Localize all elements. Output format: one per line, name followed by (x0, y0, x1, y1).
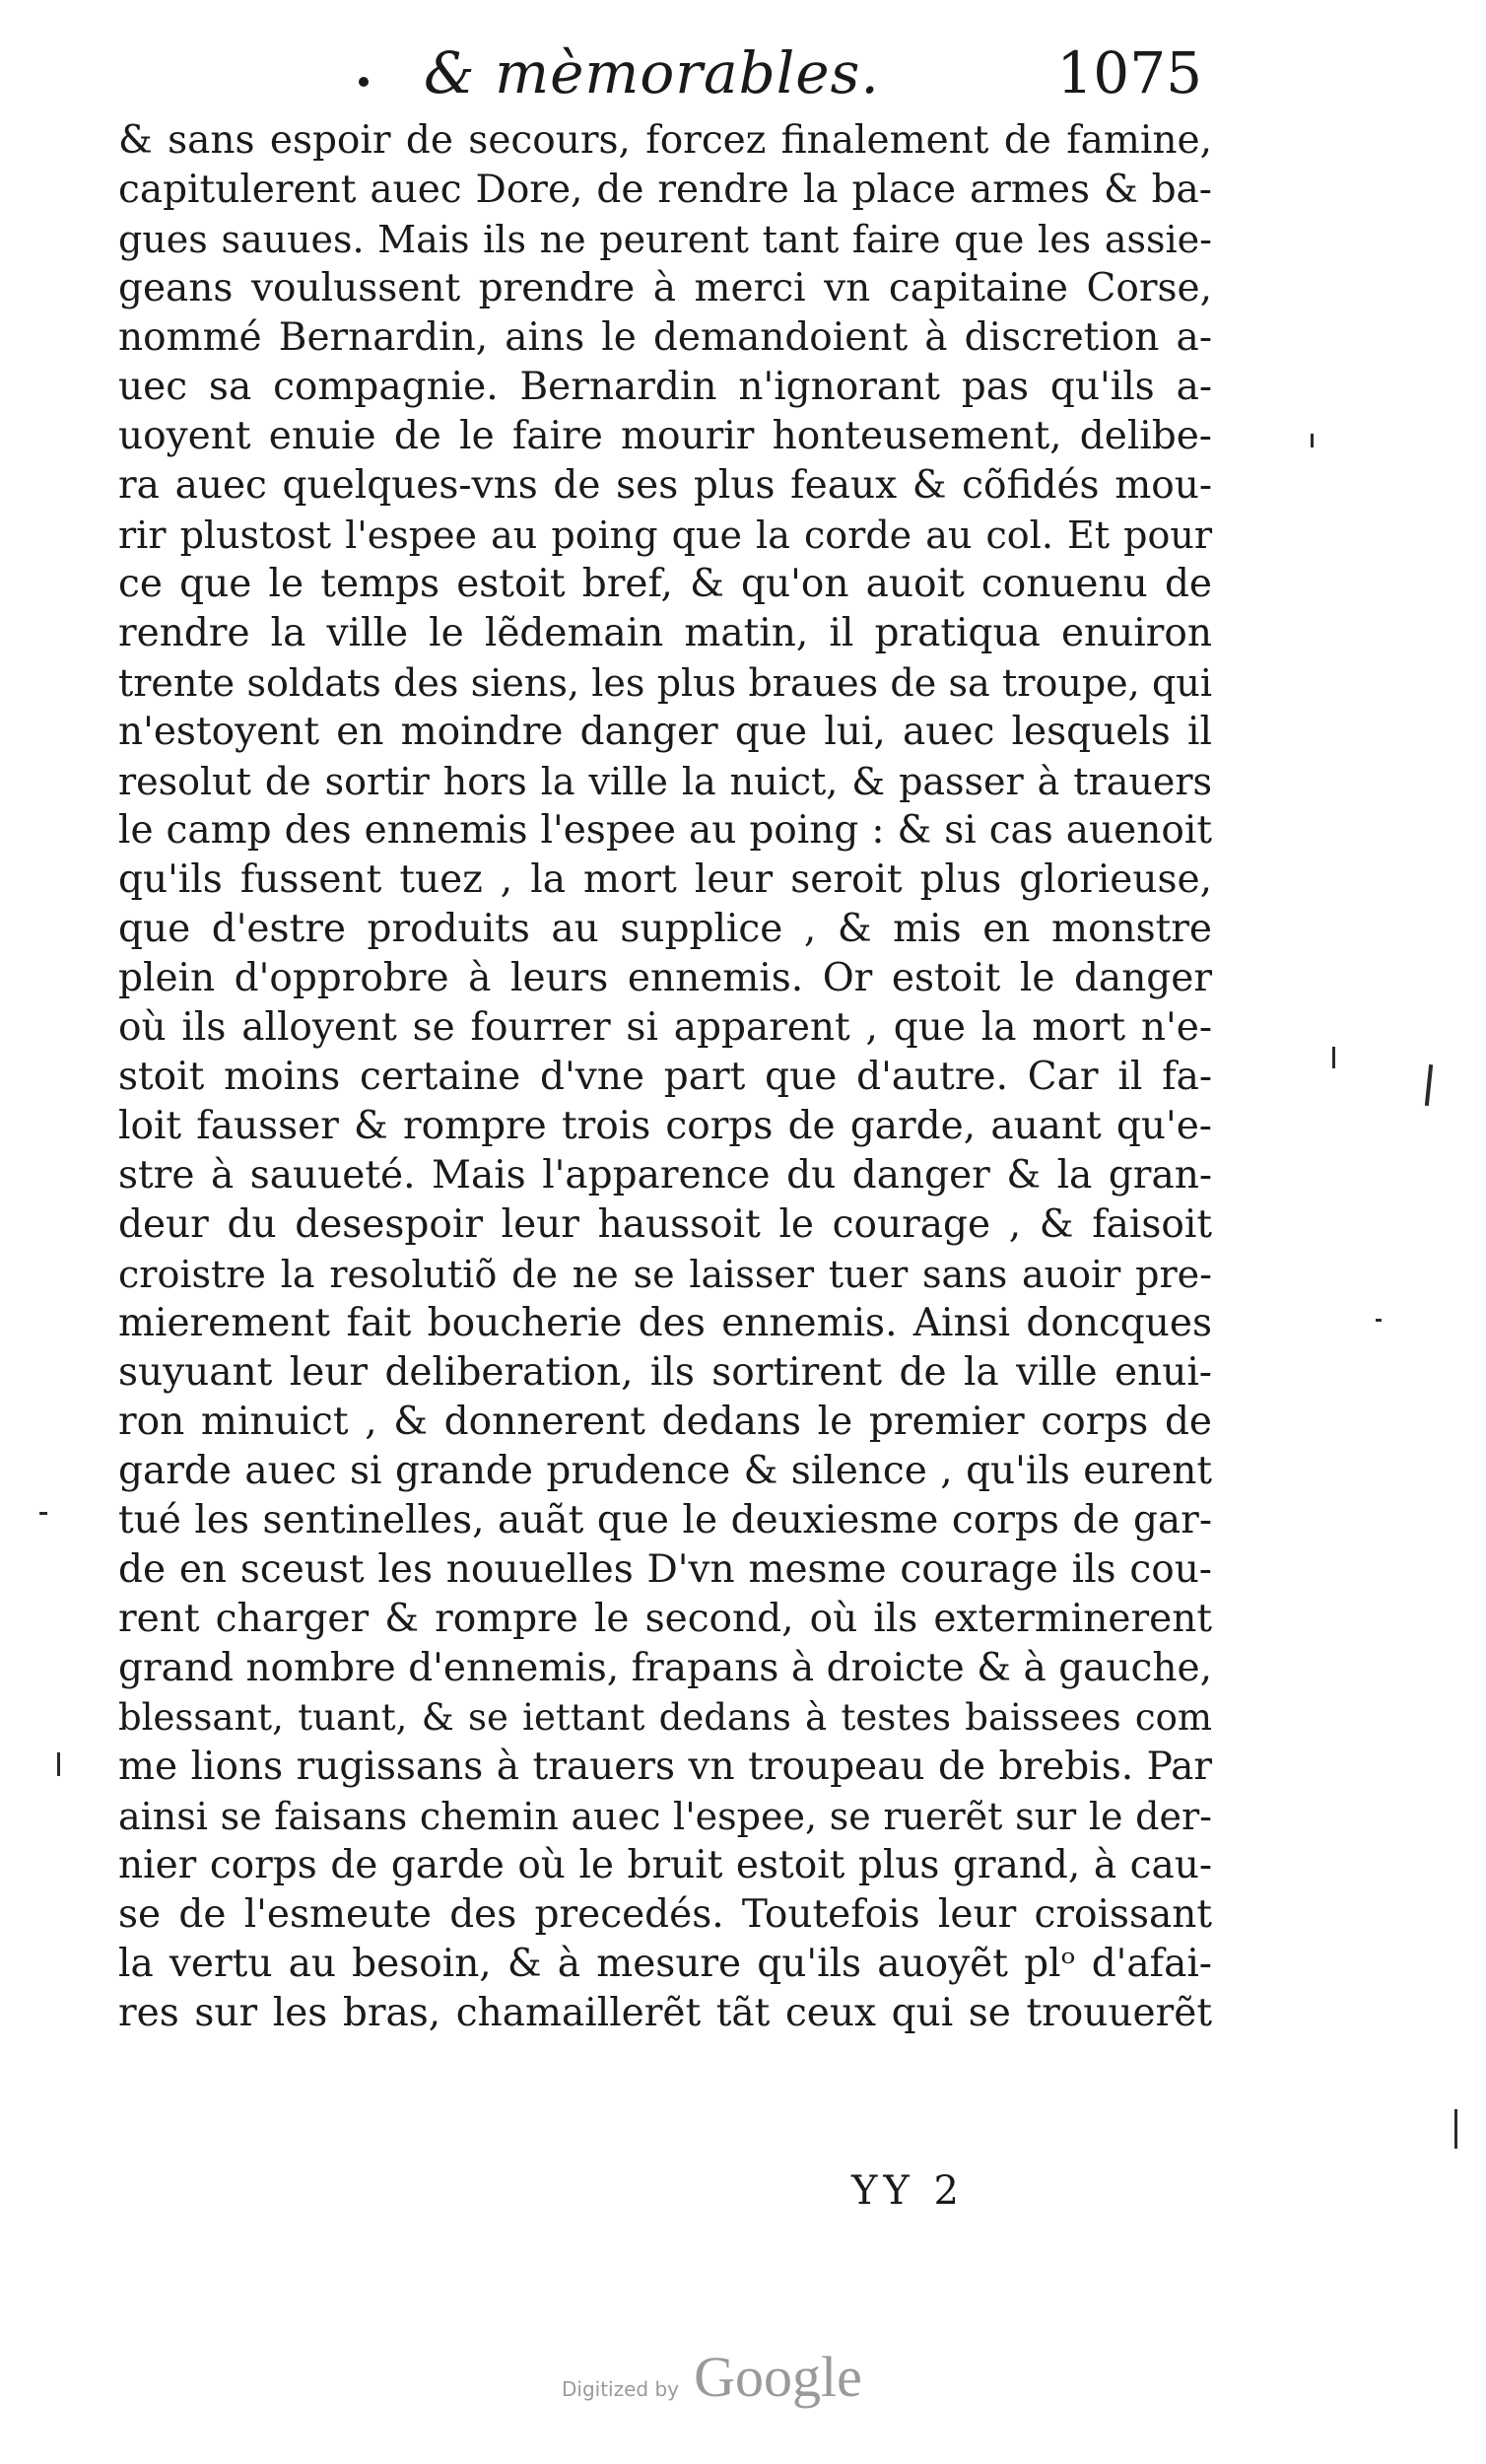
text-line: uec sa compagnie. Bernardin n'ignorant pas qu'ils a- (118, 365, 1212, 409)
page-header (335, 34, 1202, 112)
text-line: plein d'opprobre à leurs ennemis. Or estoit le danger (118, 956, 1212, 1000)
text-line: n'estoyent en moindre danger que lui, auec lesquels il (118, 710, 1212, 754)
text-line: rent charger & rompre le second, où ils exterminerent (118, 1597, 1212, 1641)
text-line: res sur les bras, chamaillerẽt tãt ceux qui se trouuerẽt (118, 1991, 1212, 2035)
text-line: croistre la resolutiõ de ne se laisser tuer sans auoir pre- (118, 1253, 1212, 1296)
text-line: rendre la ville le lẽdemain matin, il pratiqua enuiron (118, 611, 1212, 655)
digitization-watermark (562, 2344, 936, 2423)
digitized-by-label: Digitized by (562, 2377, 679, 2401)
text-line: ce que le temps estoit bref, & qu'on auoit conuenu de (118, 562, 1212, 606)
page-number: 1075 (1056, 39, 1202, 106)
text-line: capitulerent auec Dore, de rendre la place armes & ba- (118, 168, 1212, 212)
text-line: ra auec quelques-vns de ses plus feaux & cõfidés mou- (118, 463, 1212, 508)
text-line: grand nombre d'ennemis, frapans à droicte & à gauche, (118, 1646, 1212, 1690)
text-line: me lions rugissans à trauers vn troupeau de brebis. Par (118, 1745, 1212, 1789)
text-line: geans voulussent prendre à merci vn capitaine Corse, (118, 266, 1212, 310)
text-line: & sans espoir de secours, forcez finalement de famine, (118, 118, 1212, 163)
google-wordmark: Google (694, 2345, 862, 2409)
body-text (118, 116, 1212, 2038)
text-line: deur du desespoir leur haussoit le courage , & faisoit (118, 1202, 1212, 1247)
text-line: rir plustost l'espee au poing que la corde au col. Et pour (118, 513, 1212, 557)
scan-speck (1425, 1064, 1433, 1106)
scan-speck (39, 1512, 47, 1515)
text-line: loit fausser & rompre trois corps de garde, auant qu'e- (118, 1104, 1212, 1148)
text-line: mierement fait boucherie des ennemis. Ainsi doncques (118, 1301, 1212, 1345)
text-line: le camp des ennemis l'espee au poing : & si cas auenoit (118, 808, 1212, 853)
text-line: tué les sentinelles, auãt que le deuxiesme corps de gar- (118, 1498, 1212, 1542)
text-line: qu'ils fussent tuez , la mort leur seroit plus glorieuse, (118, 857, 1212, 902)
text-line: se de l'esmeute des precedés. Toutefois leur croissant (118, 1892, 1212, 1937)
signature-mark: YY 2 (851, 2168, 965, 2214)
text-line: resolut de sortir hors la ville la nuict, & passer à trauers (118, 760, 1212, 803)
scan-speck (1376, 1319, 1382, 1322)
text-line: uoyent enuie de le faire mourir honteusement, delibe- (118, 414, 1212, 458)
text-line: la vertu au besoin, & à mesure qu'ils auoyẽt plᵒ d'afai- (118, 1942, 1212, 1986)
header-dot-ornament (359, 77, 369, 87)
scan-speck (1311, 434, 1314, 447)
text-line: gues sauues. Mais ils ne peurent tant faire que les assie- (118, 218, 1212, 261)
text-line: ron minuict , & donnerent dedans le premier corps de (118, 1400, 1212, 1444)
text-line: garde auec si grande prudence & silence , qu'ils eurent (118, 1449, 1212, 1493)
scan-speck (1332, 1047, 1335, 1068)
text-line: où ils alloyent se fourrer si apparent , que la mort n'e- (118, 1005, 1212, 1050)
text-line: blessant, tuant, & se iettant dedans à testes baissees com (118, 1696, 1212, 1739)
scan-speck (1454, 2109, 1457, 2149)
text-line: suyuant leur deliberation, ils sortirent de la ville enui- (118, 1350, 1212, 1395)
text-line: stoit moins certaine d'vne part que d'autre. Car il fa- (118, 1055, 1212, 1099)
text-line: que d'estre produits au supplice , & mis en monstre (118, 907, 1212, 951)
running-title: & mèmorables. (424, 39, 880, 106)
text-line: ainsi se faisans chemin auec l'espee, se ruerẽt sur le der- (118, 1795, 1212, 1838)
text-line: trente soldats des siens, les plus braues de sa troupe, qui (118, 661, 1212, 705)
text-line: de en sceust les nouuelles D'vn mesme courage ils cou- (118, 1547, 1212, 1592)
text-line: nommé Bernardin, ains le demandoient à discretion a- (118, 315, 1212, 360)
scan-speck (57, 1752, 60, 1776)
text-line: stre à sauueté. Mais l'apparence du danger & la gran- (118, 1153, 1212, 1198)
text-line: nier corps de garde où le bruit estoit plus grand, à cau- (118, 1843, 1212, 1887)
